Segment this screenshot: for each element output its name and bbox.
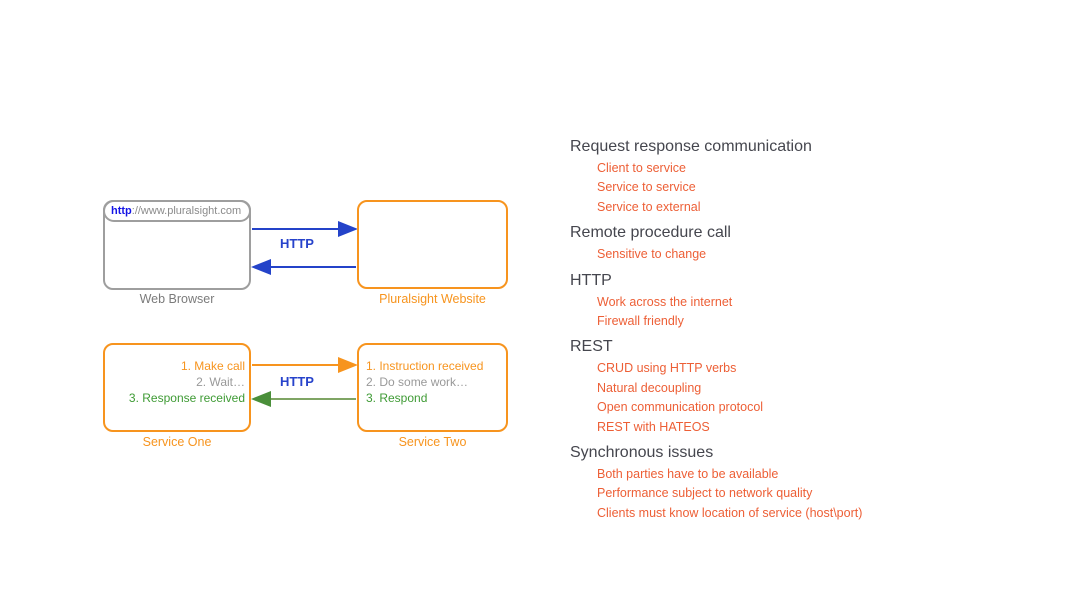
service-one-label: Service One [142, 435, 212, 449]
browser-address-bar [103, 200, 251, 222]
outline-item: Performance subject to network quality [597, 486, 813, 501]
outline-item: Open communication protocol [597, 400, 764, 415]
outline-item: Service to service [597, 180, 696, 195]
http-label-top: HTTP [280, 236, 314, 251]
outline-item: Sensitive to change [597, 247, 707, 262]
service-one-step-1: 1. Make call [180, 359, 245, 373]
address-protocol: http [111, 205, 132, 217]
outline-item: Client to service [597, 161, 686, 175]
pluralsight-website-box [357, 200, 508, 289]
outline-heading-rpc: Remote procedure call [570, 224, 731, 242]
topic-outline [570, 136, 990, 523]
outline-item: Service to external [597, 199, 701, 214]
service-one-step-2: 2. Wait… [196, 375, 245, 389]
outline-item: Work across the internet [597, 294, 733, 309]
outline-item: Clients must know location of service (host\port) [597, 505, 863, 520]
outline-item: CRUD using HTTP verbs [597, 361, 737, 376]
address-url: ://www.pluralsight.com [131, 205, 242, 217]
web-browser-label: Web Browser [139, 292, 215, 306]
outline-heading-http: HTTP [570, 271, 612, 289]
pluralsight-website-label: Pluralsight Website [379, 292, 486, 306]
outline-heading-synchronous-issues: Synchronous issues [570, 444, 714, 462]
outline-item: Firewall friendly [597, 314, 684, 329]
service-two-step-2: 2. Do some work… [366, 375, 469, 389]
service-two-step-1: 1. Instruction received [366, 359, 484, 373]
outline-item: Natural decoupling [597, 380, 702, 395]
service-one-box [103, 343, 251, 432]
service-two-box [357, 343, 508, 432]
outline-item: REST with HATEOS [597, 419, 710, 434]
http-label-bottom: HTTP [280, 374, 314, 389]
service-two-step-3: 3. Respond [366, 391, 428, 405]
service-two-label: Service Two [398, 435, 467, 449]
service-one-step-3: 3. Response received [128, 391, 245, 405]
outline-heading-request-response: Request response communication [570, 138, 812, 155]
outline-heading-rest: REST [570, 338, 613, 356]
outline-item: Both parties have to be available [597, 467, 779, 482]
